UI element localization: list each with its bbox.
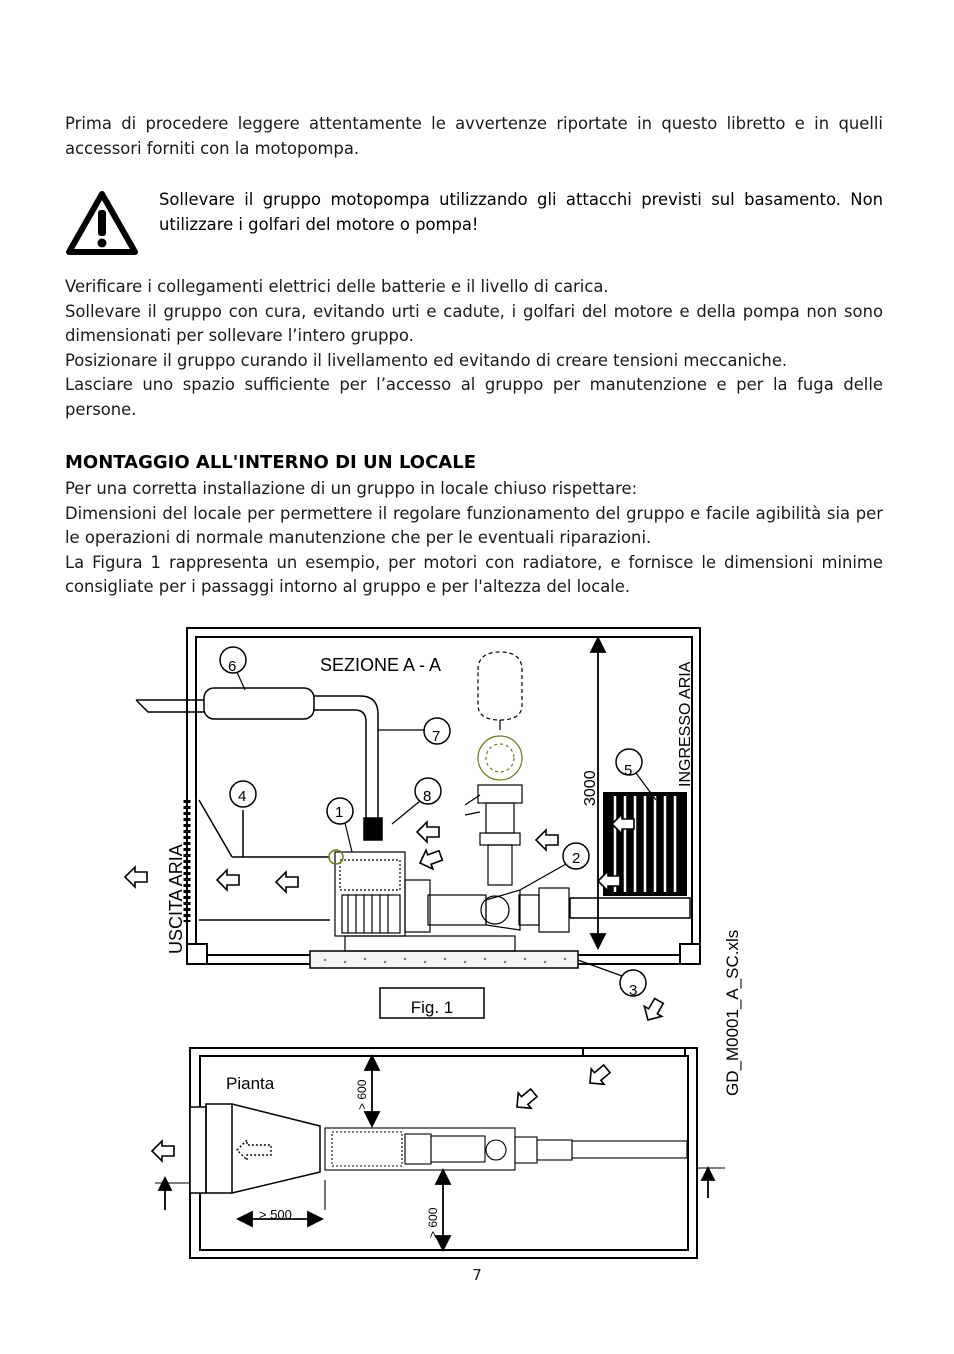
vertical-pipe-column xyxy=(465,652,522,885)
instruction-3: Posizionare il gruppo curando il livellamento ed evitando di creare tensioni meccaniche. xyxy=(65,350,788,370)
intro-paragraph: Prima di procedere leggere attentamente le avvertenze riportate in questo libretto e in quelli accessori forniti con la motopompa. xyxy=(65,114,883,158)
callout-8: 8 xyxy=(423,788,432,805)
callout-4: 4 xyxy=(238,788,247,805)
callout-1: 1 xyxy=(335,804,344,821)
section-title-label: SEZIONE A - A xyxy=(320,655,442,675)
section-paragraph-2: Dimensioni del locale per permettere il regolare funzionamento del gruppo e facile agibilità sia per le operazioni di normale manutenzione che per le eventuali riparazioni. xyxy=(65,503,883,547)
instruction-2: Sollevare il gruppo con cura, evitando urti e cadute, i golfari del motore e della pompa non sono dimensionati per sollevare l’intero gruppo. xyxy=(65,301,883,345)
warning-text: Sollevare il gruppo motopompa utilizzando gli attacchi previsti sul basamento. Non utilizzare i golfari del motore o pompa! xyxy=(159,190,883,234)
warning-triangle-icon xyxy=(66,190,138,256)
instruction-1: Verificare i collegamenti elettrici delle batterie e il livello di carica. xyxy=(65,277,609,296)
callout-7: 7 xyxy=(432,728,441,745)
clearance-left-label: > 500 xyxy=(259,1207,292,1222)
air-inlet-label: INGRESSO ARIA xyxy=(677,661,694,787)
plan-duct xyxy=(190,1104,320,1193)
page-number: 7 xyxy=(472,1266,482,1284)
air-duct-lines xyxy=(199,800,330,920)
plan-title: Pianta xyxy=(226,1074,275,1093)
callout-3: 3 xyxy=(629,982,638,999)
plan-dotted-arrow xyxy=(237,1140,271,1160)
section-paragraph-3: La Figura 1 rappresenta un esempio, per motori con radiatore, e fornisce le dimensioni minime consigliate per i passaggi intorno al gruppo e per l'altezza del locale. xyxy=(65,552,883,596)
height-dimension-label: 3000 xyxy=(582,770,599,806)
plan-motor-pump xyxy=(325,1128,687,1210)
air-outlet-label: USCITA ARIA xyxy=(166,844,186,954)
file-reference: GD_M0001_A_SC.xls xyxy=(723,929,742,1096)
callout-5: 5 xyxy=(624,762,633,779)
clearance-top-label: > 600 xyxy=(355,1079,369,1110)
motor-pump-unit xyxy=(329,850,569,951)
instruction-4: Lasciare uno spazio sufficiente per l’accesso al gruppo per manutenzione e per la fuga delle persone. xyxy=(65,375,883,419)
callout-2: 2 xyxy=(572,850,581,867)
installation-figure xyxy=(120,620,760,1260)
callout-6: 6 xyxy=(228,658,237,675)
figure-caption: Fig. 1 xyxy=(410,998,454,1017)
section-title: MONTAGGIO ALL'INTERNO DI UN LOCALE xyxy=(65,452,477,473)
clearance-bottom-label: > 600 xyxy=(426,1207,440,1238)
section-paragraph-1: Per una corretta installazione di un gruppo in locale chiuso rispettare: xyxy=(65,479,638,498)
